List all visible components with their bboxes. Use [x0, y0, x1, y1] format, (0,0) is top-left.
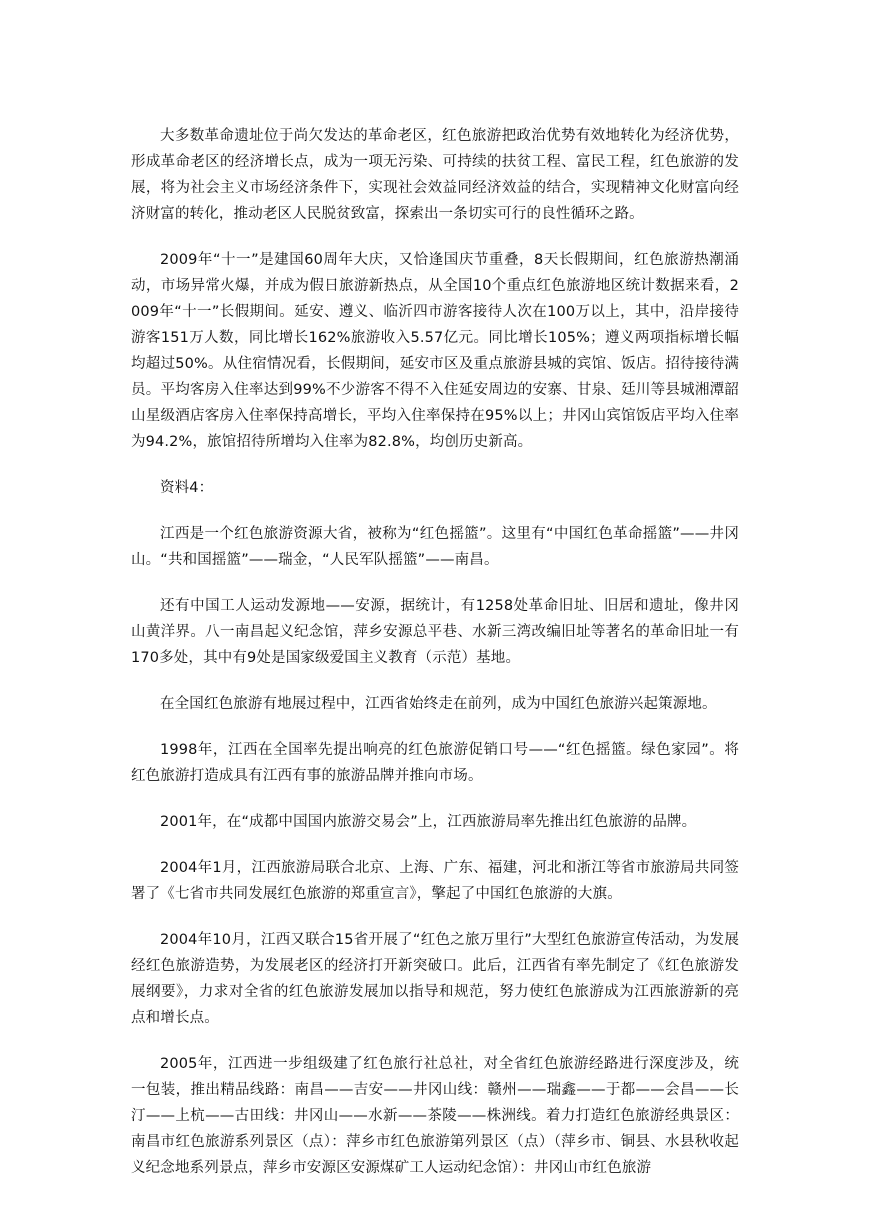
paragraph-revolutionary-areas: 大多数革命遗址位于尚欠发达的革命老区，红色旅游把政治优势有效地转化为经济优势，形成革命老区的经济增长点，成为一项无污染、可持续的扶贫工程、富民工程，红色旅游的发展，将为社会主义市场经济条件下，实现社会效益同经济效益的结合，实现精神文化财富向经济财富的转化，推动老区人民脱贫致富，探索出一条切实可行的良性循环之路。	[131, 128, 739, 222]
paragraph-2004-october: 2004年10月，江西又联合15省开展了“红色之旅万里行”大型红色旅游宣传活动，为发展经红色旅游造势，为发展老区的经济打开新突破口。此后，江西省有率先制定了《红色旅游发展纲要》，力求对全省的红色旅游发展加以指导和规范，努力使红色旅游成为江西旅游新的亮点和增长点。	[131, 932, 739, 1026]
paragraph-2005: 2005年，江西进一步组级建了红色旅行社总社，对全省红色旅游经路进行深度涉及，统一包装，推出精品线路：南昌——吉安——井冈山线：赣州——瑞鑫——于都——会昌——长汀——上杭——古田线：井冈山——水新——茶陵——株洲线。着力打造红色旅游经典景区：南昌市红色旅游系列景区（点）：萍乡市红色旅游第列景区（点）（萍乡市、铜县、水县秋收起义纪念地系列景点，萍乡市安源区安源煤矿工人运动纪念馆）：井冈山市红色旅游	[131, 1056, 739, 1176]
document-body	[131, 123, 739, 1201]
paragraph-anyuan-sites: 还有中国工人运动发源地——安源，据统计，有1258处革命旧址、旧居和遗址，像井冈山黄洋界。八一南昌起义纪念馆，萍乡安源总平巷、水新三湾改编旧址等著名的革命旧址一有170多处，其中有9处是国家级爱国主义教育（示范）基地。	[131, 598, 739, 666]
paragraph-1998: 1998年，江西在全国率先提出响亮的红色旅游促销口号——“红色摇篮。绿色家园”。将红色旅游打造成具有江西有事的旅游品牌并推向市场。	[131, 742, 739, 784]
material-heading: 资料4：	[160, 480, 214, 496]
paragraph-jiangxi-leading: 在全国红色旅游有地展过程中，江西省始终走在前列，成为中国红色旅游兴起策源地。	[160, 696, 717, 712]
paragraph-2001: 2001年，在“成都中国国内旅游交易会”上，江西旅游局率先推出红色旅游的品牌。	[160, 814, 697, 830]
paragraph-2004-january: 2004年1月，江西旅游局联合北京、上海、广东、福建，河北和浙江等省市旅游局共同签署了《七省市共同发展红色旅游的郑重宣言》，擎起了中国红色旅游的大旗。	[131, 860, 739, 902]
paragraph-2009-national-day: 2009年“十一”是建国60周年大庆，又恰逢国庆节重叠，8天长假期间，红色旅游热潮涌动，市场异常火爆，并成为假日旅游新热点，从全国10个重点红色旅游地区统计数据来看，2009年“十一”长假期间。延安、遵义、临沂四市游客接待人次在100万以上，其中，沿岸接待游客151万人数，同比增长162%旅游收入5.57亿元。同比增长105%；遵义两项指标增长幅均超过50%。从住宿情况看，长假期间，延安市区及重点旅游县城的宾馆、饭店。招待接待满员。平均客房入住率达到99%不少游客不得不入住延安周边的安寨、甘泉、廷川等县城湘潭韶山星级酒店客房入住率保持高增长，平均入住率保持在95%以上；井冈山宾馆饭店平均入住率为94.2%，旅馆招待所增均入住率为82.8%，均创历史新高。	[131, 252, 739, 450]
paragraph-jiangxi-cradle: 江西是一个红色旅游资源大省，被称为“红色摇篮”。这里有“中国红色革命摇篮”——井冈山。“共和国摇篮”——瑞金，“人民军队摇篮”——南昌。	[131, 526, 739, 568]
